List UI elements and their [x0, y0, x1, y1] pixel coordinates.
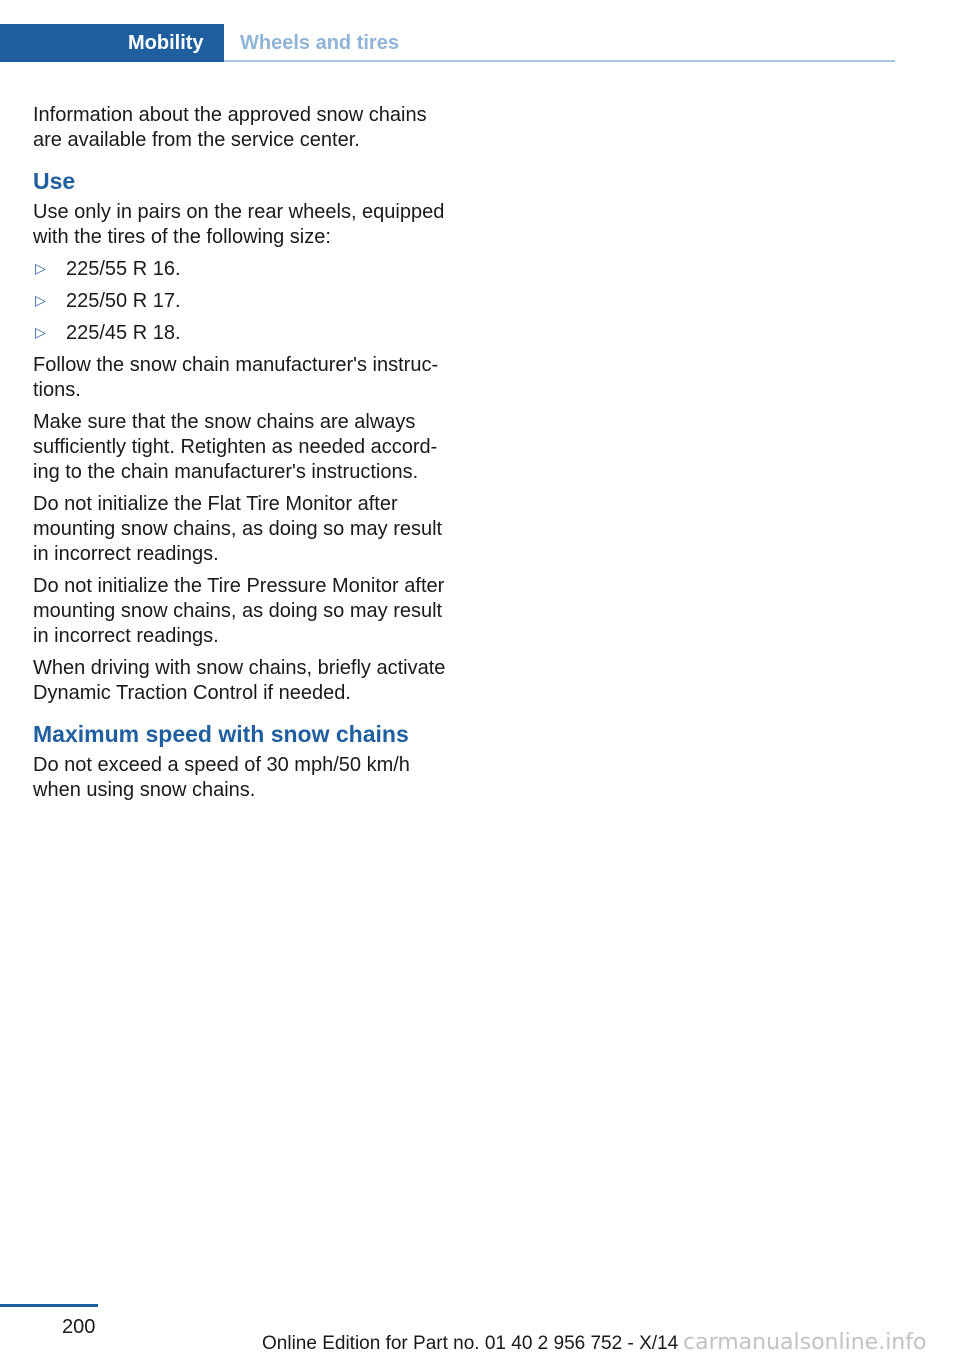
page-number: 200: [62, 1316, 96, 1338]
intro-paragraph: Information about the approved snow chains are available from the service center.: [33, 104, 427, 151]
chapter-tab[interactable]: Wheels and tires: [240, 32, 399, 54]
list-item-text: 225/55 R 16.: [66, 258, 181, 280]
triangle-bullet-icon: ▷: [35, 293, 46, 309]
section-tab[interactable]: Mobility: [0, 24, 224, 62]
page-header: [0, 24, 895, 62]
use-paragraph: Use only in pairs on the rear wheels, equipped with the tires of the following size:: [33, 201, 445, 248]
footer-rule: [0, 1304, 98, 1307]
body-paragraph: Make sure that the snow chains are always sufficiently tight. Retighten as needed accord‐ing to the chain manufacturer's instructions.: [33, 411, 438, 483]
list-item: [33, 321, 453, 346]
use-heading: Use: [33, 168, 76, 194]
body-paragraph: Do not initialize the Flat Tire Monitor after mounting snow chains, as doing so may result in incorrect readings.: [33, 493, 443, 565]
list-item-text: 225/50 R 17.: [66, 290, 181, 312]
max-speed-paragraph: Do not exceed a speed of 30 mph/50 km/h when using snow chains.: [33, 754, 410, 801]
body-paragraph: Follow the snow chain manufacturer's instruc‐tions.: [33, 354, 439, 401]
body-paragraph: Do not initialize the Tire Pressure Monitor after mounting snow chains, as doing so may result in incorrect readings.: [33, 575, 445, 647]
max-speed-heading: Maximum speed with snow chains: [33, 721, 409, 747]
page-content: [33, 103, 453, 810]
body-paragraph: When driving with snow chains, briefly activate Dynamic Traction Control if needed.: [33, 657, 446, 704]
edition-note: Online Edition for Part no. 01 40 2 956 752 - X/14: [262, 1333, 679, 1354]
triangle-bullet-icon: ▷: [35, 325, 46, 341]
list-item: [33, 257, 453, 282]
tire-size-list: [33, 257, 453, 346]
header-rule: [224, 60, 895, 62]
watermark: carmanualsonline.info: [683, 1330, 927, 1355]
triangle-bullet-icon: ▷: [35, 261, 46, 277]
list-item: [33, 289, 453, 314]
list-item-text: 225/45 R 18.: [66, 322, 181, 344]
